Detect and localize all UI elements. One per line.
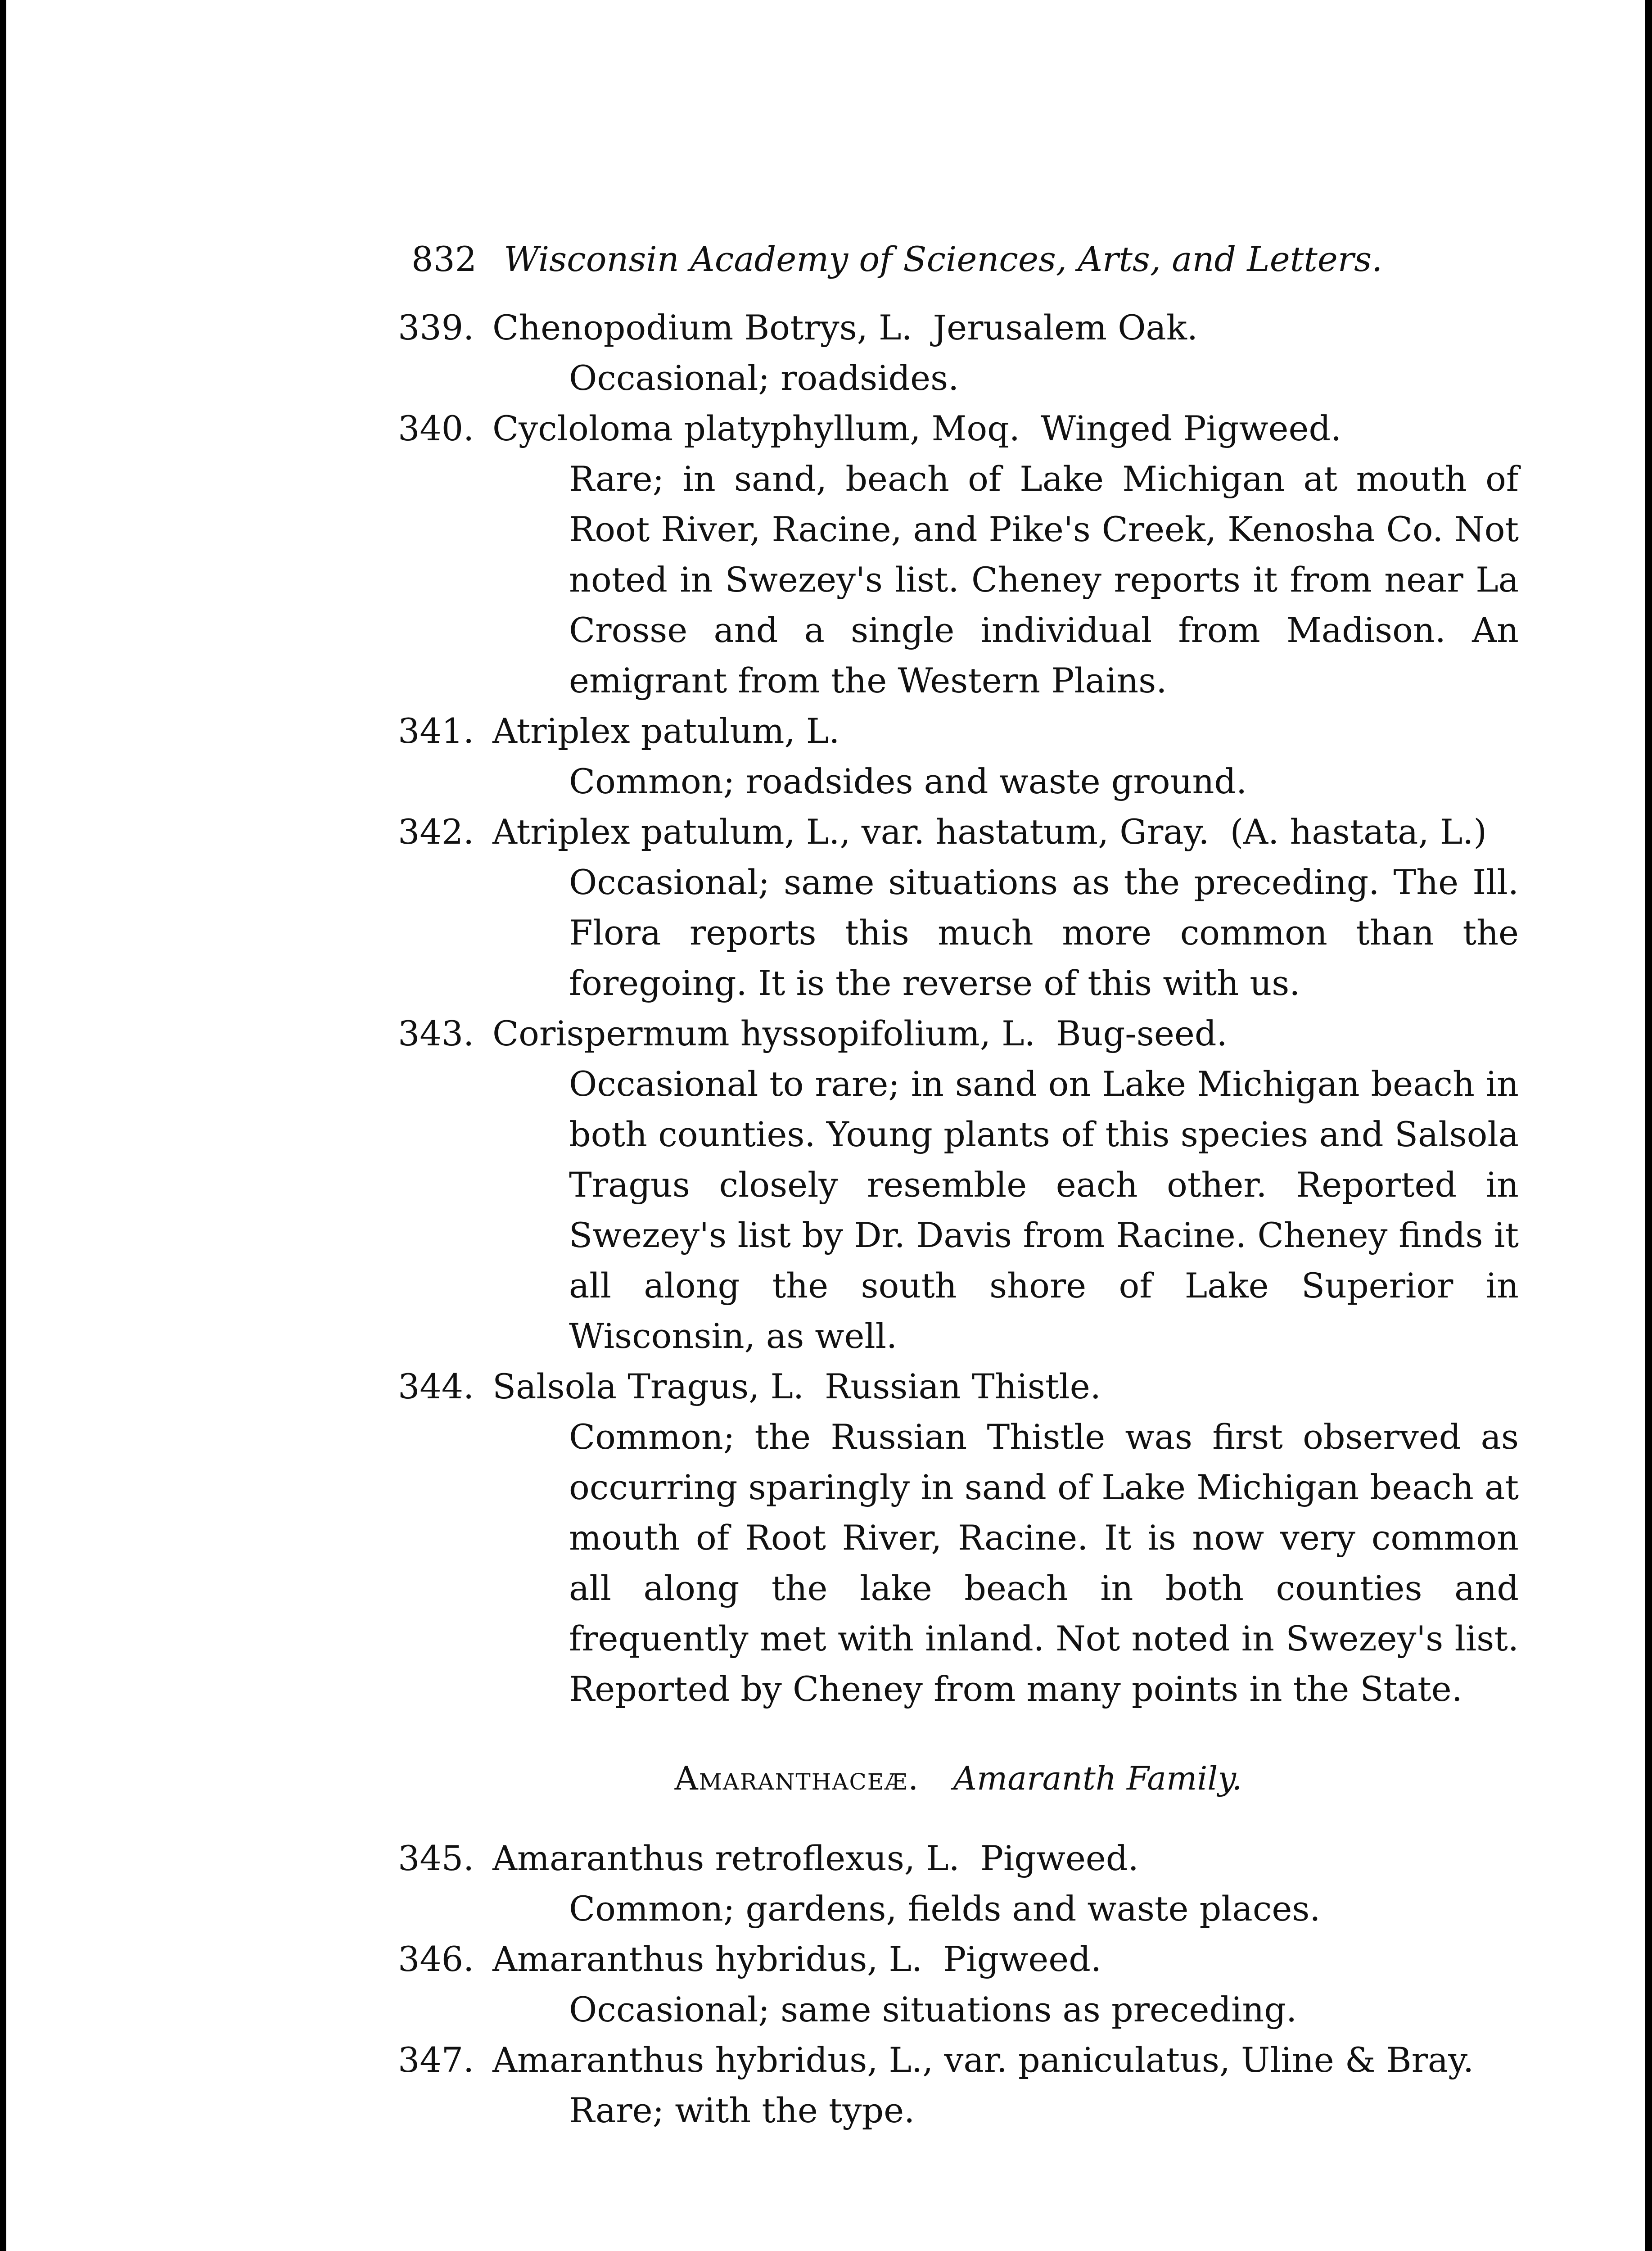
entry-heading — [492, 403, 1519, 454]
common-name: Pigweed. — [943, 1939, 1102, 1979]
family-common-name: Amaranth Family. — [953, 1759, 1242, 1797]
entry-list-chenopodiaceae — [398, 303, 1519, 1714]
species-name: Amaranthus hybridus, L. — [492, 1939, 923, 1979]
page-sheet — [6, 0, 1645, 2251]
entry-number: 342. — [398, 812, 474, 852]
entry-number: 347. — [398, 2040, 474, 2080]
species-entry — [398, 1934, 1519, 2035]
entry-note: Occasional to rare; in sand on Lake Michigan beach in both counties. Young plants of this species and Salsola Tragus closely resemble each other. Reported in Swezey's list by Dr. Davis from Racine. Cheney finds it all along the south shore of Lake Superior in Wisconsin, as well. — [569, 1064, 1519, 1356]
species-entry — [398, 403, 1519, 706]
entry-heading — [492, 1833, 1519, 1884]
species-name: Atriplex patulum, L., var. hastatum, Gray. — [492, 812, 1210, 852]
species-name: Amaranthus retroflexus, L. — [492, 1838, 960, 1878]
species-name: Salsola Tragus, L. — [492, 1366, 804, 1406]
entry-note: Occasional; same situations as the preceding. The Ill. Flora reports this much more common than the foregoing. It is the reverse of this with us. — [569, 862, 1519, 1003]
species-name: Amaranthus hybridus, L., var. paniculatus, Uline & Bray. — [492, 2040, 1474, 2080]
species-name: Corispermum hyssopifolium, L. — [492, 1013, 1035, 1053]
entry-note: Occasional; roadsides. — [569, 358, 959, 398]
species-entry — [398, 706, 1519, 807]
entry-number: 343. — [398, 1013, 474, 1053]
species-name: Chenopodium Botrys, L. — [492, 307, 912, 348]
entry-list-amaranthaceae — [398, 1833, 1519, 2136]
common-name: Pigweed. — [980, 1838, 1139, 1878]
species-name: Atriplex patulum, L. — [492, 711, 840, 751]
common-name: Winged Pigweed. — [1040, 408, 1342, 448]
entry-heading — [492, 706, 1519, 756]
entry-number: 345. — [398, 1838, 474, 1878]
species-entry — [398, 303, 1519, 403]
entry-heading — [492, 2035, 1519, 2085]
synonym: (A. hastata, L.) — [1230, 812, 1487, 852]
entry-number: 339. — [398, 307, 474, 348]
entry-heading — [492, 1361, 1519, 1412]
common-name: Bug-seed. — [1056, 1013, 1228, 1053]
common-name: Jerusalem Oak. — [933, 307, 1198, 348]
page-number: 832 — [411, 239, 477, 279]
entry-note: Common; gardens, fields and waste places. — [569, 1889, 1321, 1929]
entry-note: Common; roadsides and waste ground. — [569, 761, 1247, 801]
family-heading — [398, 1753, 1519, 1804]
entry-number: 340. — [398, 408, 474, 448]
family-latin-name: Amaranthaceæ. — [674, 1759, 920, 1797]
entry-note: Rare; with the type. — [569, 2090, 915, 2130]
entry-note: Rare; in sand, beach of Lake Michigan at mouth of Root River, Racine, and Pike's Creek, Kenosha Co. Not noted in Swezey's list. Cheney reports it from near La Crosse and a single individual from Madison. An emigrant from the Western Plains. — [569, 459, 1519, 701]
journal-title: Wisconsin Academy of Sciences, Arts, and Letters. — [504, 239, 1383, 279]
species-entry — [398, 1361, 1519, 1714]
entry-heading — [492, 303, 1519, 353]
entry-heading — [492, 807, 1519, 857]
species-entry — [398, 1008, 1519, 1361]
species-entry — [398, 807, 1519, 1008]
species-entry — [398, 2035, 1519, 2136]
entry-number: 344. — [398, 1366, 474, 1406]
species-entry — [398, 1833, 1519, 1934]
species-name: Cycloloma platyphyllum, Moq. — [492, 408, 1020, 448]
entry-note: Common; the Russian Thistle was first observed as occurring sparingly in sand of Lake Michigan beach at mouth of Root River, Racine. It is now very common all along the lake beach in both counties and frequently met with inland. Not noted in Swezey's list. Reported by Cheney from many points in the State. — [569, 1417, 1519, 1709]
entry-number: 346. — [398, 1939, 474, 1979]
entry-heading — [492, 1008, 1519, 1059]
entry-number: 341. — [398, 711, 474, 751]
page-text — [398, 234, 1519, 2136]
entry-note: Occasional; same situations as preceding. — [569, 1989, 1297, 2030]
running-head — [411, 234, 1519, 285]
common-name: Russian Thistle. — [825, 1366, 1101, 1406]
entry-heading — [492, 1934, 1519, 1984]
